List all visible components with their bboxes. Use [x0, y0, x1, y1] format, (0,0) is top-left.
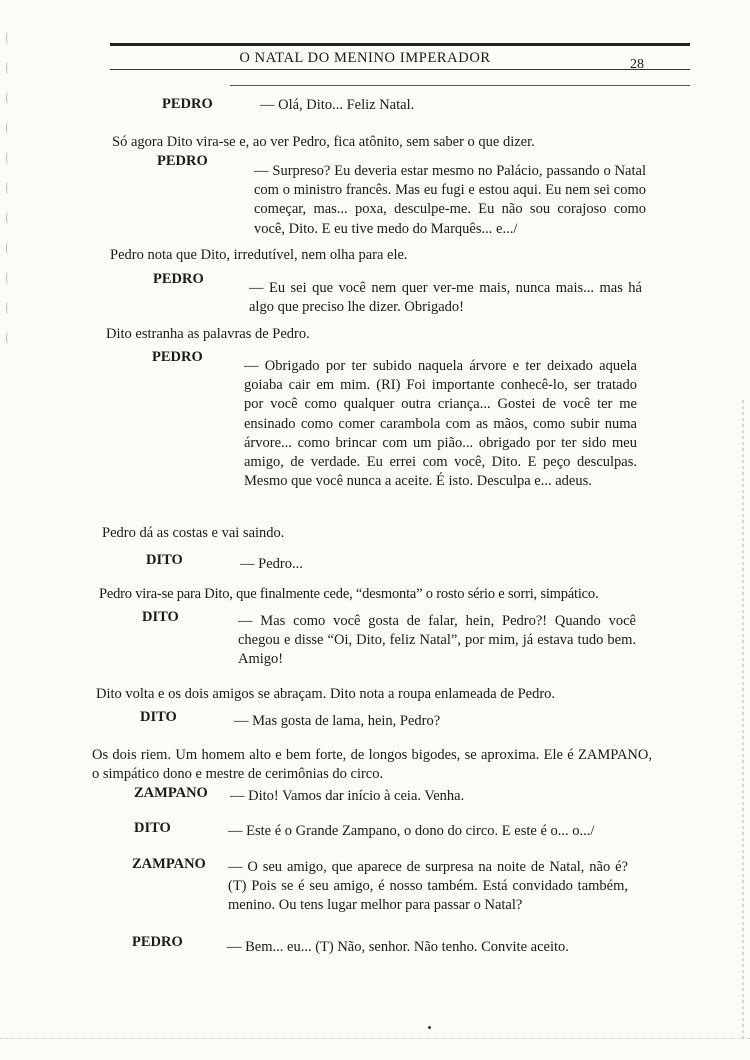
speaker-name: DITO — [140, 709, 177, 725]
running-title: O NATAL DO MENINO IMPERADOR — [239, 50, 491, 66]
scan-mark — [6, 242, 11, 254]
scan-dot — [428, 1026, 431, 1029]
dialogue-line: — Surpreso? Eu deveria estar mesmo no Palácio, passando o Natal com o ministro francês. Mas eu fugi e estou aqui. Eu nem sei como começar, mas... poxa, desculpe-me. Eu não sou corajoso como você, Dito. E eu tive medo do Marquês... e.../ — [254, 163, 646, 237]
speaker-name: PEDRO — [152, 349, 203, 365]
scan-mark — [6, 152, 11, 164]
scan-mark — [6, 302, 11, 314]
speaker-name: PEDRO — [162, 96, 213, 112]
dialogue-line: — Pedro... — [240, 556, 303, 572]
speaker-name: DITO — [134, 820, 171, 836]
stage-direction: Dito volta e os dois amigos se abraçam. Dito nota a roupa enlameada de Pedro. — [96, 686, 556, 702]
speaker-name: DITO — [142, 609, 179, 625]
scan-mark — [6, 122, 11, 134]
dialogue-line: — Obrigado por ter subido naquela árvore e ter deixado aquela goiaba cair em mim. (RI) Foi importante conhecê-lo, ser tratado por você como qualquer outra criança... Gostei de você ter me ensinado como comer carambola com as mãos, como subir numa árvore... como brincar com um pião... obrigado por ter sido meu amigo, de verdade. Eu errei com você, Dito. E peço desculpas. Mesmo que você nunca a aceite. É isto. Desculpa e... adeus. — [244, 358, 637, 490]
stage-direction: Dito estranha as palavras de Pedro. — [106, 326, 310, 342]
speaker-name: ZAMPANO — [132, 856, 206, 872]
stage-direction: Só agora Dito vira-se e, ao ver Pedro, fica atônito, sem saber o que dizer. — [112, 134, 535, 150]
page-number: 28 — [630, 57, 644, 72]
dialogue-line: — Este é o Grande Zampano, o dono do circo. E este é o... o.../ — [228, 823, 595, 839]
speaker-name: PEDRO — [153, 271, 204, 287]
dialogue-line: — Eu sei que você nem quer ver-me mais, nunca mais... mas há algo que preciso lhe dizer. Obrigado! — [249, 280, 642, 316]
speaker-name: PEDRO — [132, 934, 183, 950]
speaker-name: DITO — [146, 552, 183, 568]
scan-mark — [6, 332, 11, 344]
scan-mark — [6, 272, 11, 284]
stage-direction: Pedro vira-se para Dito, que finalmente cede, “desmonta” o rosto sério e sorri, simpático. — [99, 586, 599, 602]
scan-edge-streak — [742, 400, 744, 1040]
dialogue-line: — O seu amigo, que aparece de surpresa na noite de Natal, não é? (T) Pois se é seu amigo, é nosso também. Está convidado também, menino. Ou tens lugar melhor para passar o Natal? — [228, 859, 628, 914]
speaker-name: PEDRO — [157, 153, 208, 169]
scan-mark — [6, 62, 11, 74]
speaker-name: ZAMPANO — [134, 785, 208, 801]
dialogue-line: — Olá, Dito... Feliz Natal. — [260, 97, 415, 113]
header-rule-middle — [110, 69, 690, 70]
dialogue-line: — Mas como você gosta de falar, hein, Pedro?! Quando você chegou e disse “Oi, Dito, feliz Natal”, por mim, já estava tudo bem. Amigo! — [238, 613, 636, 668]
header-rule-top — [110, 43, 690, 46]
stage-direction: Pedro nota que Dito, irredutível, nem olha para ele. — [110, 247, 408, 263]
dialogue-line: — Bem... eu... (T) Não, senhor. Não tenho. Convite aceito. — [227, 939, 569, 955]
stage-direction: Os dois riem. Um homem alto e bem forte, de longos bigodes, se aproxima. Ele é ZAMPANO, o simpático dono e mestre de cerimônias do circo. — [92, 747, 652, 783]
scan-mark — [6, 182, 11, 194]
header-rule-bottom — [230, 85, 690, 86]
scan-bottom-line — [0, 1038, 750, 1039]
scan-mark — [6, 92, 11, 104]
dialogue-line: — Dito! Vamos dar início à ceia. Venha. — [230, 788, 465, 804]
stage-direction: Pedro dá as costas e vai saindo. — [102, 525, 285, 541]
dialogue-line: — Mas gosta de lama, hein, Pedro? — [234, 713, 441, 729]
scan-mark — [6, 212, 11, 224]
scan-mark — [6, 32, 11, 44]
